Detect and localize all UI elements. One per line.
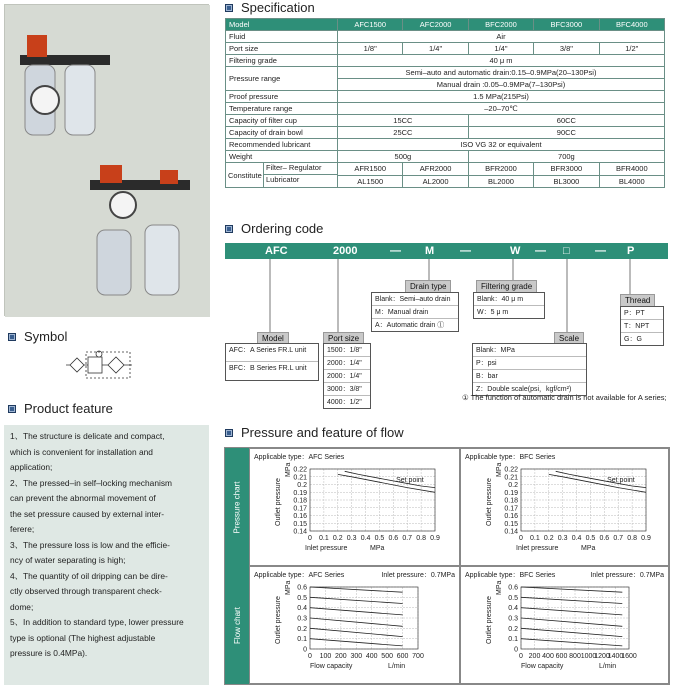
series-line: [521, 587, 622, 592]
series-line: [521, 639, 622, 646]
bullet-square-icon: [225, 4, 233, 12]
x-unit-label: MPa: [370, 545, 385, 552]
filtering-grade-box: Blank：40 μ m W：5 μ m: [473, 292, 545, 319]
bfc-pressure-chart: Applicable type：BFC Series 0.22 0.21 0.2 0.19 0.18 0.17 0.16 0.15 0.14 0 0.1 0.2 0.3 0.4 0.5 0.6 0.7 0.8 0.9 Outlet pressure MPa Inlet pressure MPa Set point: [460, 448, 669, 566]
y-unit-label: MPa: [285, 462, 292, 477]
y-tick-label: 0.4: [297, 605, 307, 613]
series-line: [521, 608, 622, 615]
x-tick-label: 500: [381, 653, 393, 660]
list-item: type is optional (The highest adjustable: [10, 632, 156, 643]
table-row: Fluid Air: [226, 31, 665, 43]
x-tick-label: 600: [396, 653, 409, 660]
x-unit-label: MPa: [581, 545, 596, 552]
list-item: ncy of water separating is high;: [10, 555, 126, 565]
x-tick-label: 200: [335, 653, 347, 660]
pressure-chart-side-label: Pressure chart: [225, 448, 249, 566]
x-tick-label: 0: [308, 653, 312, 660]
filtering-grade-label: Filtering grade: [476, 280, 537, 293]
flow-chart-side-label: Flow chart: [225, 566, 249, 684]
x-tick-label: 400: [542, 653, 554, 660]
y-unit-label: MPa: [496, 580, 503, 595]
afc-pressure-chart: Applicable type：AFC Series 0.22 0.21 0.2 0.19 0.18 0.17 0.16 0.15 0.14 0 0.1 0.2 0.3 0.4 0.5 0.6 0.7 0.8 0.9 Outlet pressure MPa Inlet pressure MPa Set point: [249, 448, 460, 566]
charts-panel: [224, 447, 670, 685]
series-line: [521, 597, 622, 603]
x-tick-label: 600: [555, 653, 568, 660]
chart-svg: [461, 461, 668, 565]
y-axis-label: Outlet pressure: [275, 478, 282, 526]
drain-type-box: Blank：Semi–auto drain M：Manual drain A：Automatic drain ①: [371, 292, 459, 332]
y-axis-label: Outlet pressure: [275, 596, 282, 644]
series-line: [521, 618, 622, 626]
x-axis-label: Inlet pressure: [305, 545, 348, 552]
y-tick-label: 0.5: [297, 594, 307, 602]
x-tick-label: 1600: [621, 653, 637, 660]
feature-heading: Product feature: [8, 401, 113, 416]
y-tick-label: 0.22: [293, 466, 307, 474]
y-tick-label: 0.2: [297, 482, 307, 489]
y-tick-label: 0.5: [508, 594, 518, 602]
ordering-code-bar: AFC 2000 — M — W — □ — P: [225, 243, 668, 259]
x-axis-label: Flow capacity: [521, 663, 564, 670]
y-tick-label: 0.6: [297, 584, 307, 592]
bullet-square-icon: [225, 225, 233, 233]
bullet-square-icon: [225, 429, 233, 437]
x-tick-label: 0.8: [416, 535, 426, 542]
x-tick-label: 0.7: [402, 535, 413, 542]
x-tick-label: 0.1: [530, 535, 540, 542]
table-row: Filtering grade 40 μ m: [226, 55, 665, 67]
x-tick-label: 0: [519, 653, 523, 660]
y-tick-label: 0.18: [504, 497, 518, 505]
list-item: application;: [10, 462, 53, 472]
x-tick-label: 400: [365, 653, 378, 660]
list-item: dome;: [10, 601, 34, 612]
y-unit-label: MPa: [285, 580, 292, 595]
table-row: AL1500 AL2000 BL2000 BL3000 BL4000: [226, 175, 665, 188]
y-tick-label: 0.2: [508, 482, 518, 489]
y-tick-label: 0.17: [504, 505, 518, 513]
y-tick-label: 0.15: [504, 520, 518, 528]
thread-box: P：PT T：NPT G：G: [620, 306, 664, 346]
x-unit-label: L/min: [388, 663, 406, 670]
x-unit-label: L/min: [599, 663, 617, 670]
ordering-heading: Ordering code: [225, 221, 323, 236]
y-tick-label: 0.1: [508, 636, 518, 644]
spec-table: [225, 18, 665, 188]
bullet-square-icon: [8, 333, 16, 341]
x-tick-label: 0.2: [332, 535, 343, 542]
list-item: 5、In addition to standard type, lower pressure: [10, 617, 184, 627]
x-tick-label: 0.6: [388, 535, 399, 542]
y-tick-label: 0.1: [297, 636, 307, 644]
table-row: Proof pressure 1.5 MPa(215Psi): [226, 91, 665, 103]
list-item: 3、The pressure loss is low and the efficie-: [10, 539, 170, 550]
y-axis-label: Outlet pressure: [486, 478, 493, 526]
chart-svg: [250, 579, 459, 683]
series-line: [521, 628, 622, 636]
x-tick-label: 1000: [580, 653, 597, 660]
x-tick-label: 0.8: [627, 535, 637, 542]
x-tick-label: 0.3: [346, 535, 357, 542]
table-row: Capacity of drain bowl 25CC 90CC: [226, 127, 665, 139]
table-row: Weight 500g 700g: [226, 151, 665, 163]
x-tick-label: 0.4: [360, 535, 371, 542]
list-item: the set pressure caused by external inter-: [10, 508, 165, 519]
table-row: Pressure range Semi–auto and automatic drain:0.15–0.9MPa(20–130Psi): [226, 67, 665, 79]
x-tick-label: 0.6: [599, 535, 610, 542]
thread-label: Thread: [620, 294, 655, 307]
y-tick-label: 0.16: [293, 513, 307, 520]
y-tick-label: 0.2: [508, 625, 518, 633]
x-tick-label: 0.5: [585, 535, 596, 542]
x-tick-label: 1200: [594, 653, 610, 660]
pressure-flow-heading: Pressure and feature of flow: [225, 425, 404, 440]
y-tick-label: 0.14: [293, 528, 307, 536]
x-tick-label: 0.7: [613, 535, 624, 542]
model-label: Model: [257, 332, 289, 345]
y-tick-label: 0.2: [297, 625, 307, 633]
x-tick-label: 800: [569, 653, 581, 660]
x-axis-label: Flow capacity: [310, 663, 353, 670]
table-row: Temperature range –20–70℃: [226, 103, 665, 115]
bullet-square-icon: [8, 405, 16, 413]
x-tick-label: 0.9: [641, 535, 651, 542]
list-item: 2、The pressed–in self–locking mechanism: [10, 477, 172, 488]
list-item: ferere;: [10, 524, 35, 534]
y-tick-label: 0.16: [504, 513, 518, 520]
x-tick-label: 0.9: [430, 535, 440, 542]
model-box: AFC：A Series FR.L unit BFC：B Series FR.L unit: [225, 343, 319, 381]
scale-box: Blank：MPa P：psi B：bar Z：Double scale(psi，kgf/cm²): [472, 343, 587, 396]
y-tick-label: 0.4: [508, 605, 518, 613]
y-tick-label: 0.21: [504, 474, 518, 482]
x-tick-label: 0.2: [543, 535, 554, 542]
list-item: 4、The quantity of oil dripping can be dire-: [10, 570, 168, 581]
table-row: Manual drain :0.05–0.9MPa(7–130Psi): [226, 79, 665, 91]
y-tick-label: 0.19: [504, 489, 518, 497]
x-tick-label: 700: [412, 653, 424, 660]
y-tick-label: 0.17: [293, 505, 307, 513]
y-tick-label: 0.6: [508, 584, 518, 592]
y-tick-label: 0.15: [293, 520, 307, 528]
y-tick-label: 0.19: [293, 489, 307, 497]
chart-svg: [461, 579, 668, 683]
port-size-label: Port size: [323, 332, 364, 345]
symbol-heading: Symbol: [8, 329, 67, 344]
x-tick-label: 0: [519, 535, 523, 542]
afc-flow-chart: Applicable type：AFC Series Inlet pressure：0.7MPa 0.6 0.5 0.4 0.3 0.2 0.1 0 0 100 200 300 400 500 600 700 Outlet pressure MPa Flow capacity L/min: [249, 566, 460, 684]
x-tick-label: 0: [308, 535, 312, 542]
y-tick-label: 0.18: [293, 497, 307, 505]
chart-svg: [250, 461, 459, 565]
y-tick-label: 0.3: [508, 615, 518, 623]
product-illustration: [5, 5, 210, 317]
x-tick-label: 0.3: [557, 535, 568, 542]
list-item: ctly observed through transparent check-: [10, 586, 162, 596]
x-tick-label: 0.1: [319, 535, 329, 542]
y-unit-label: MPa: [496, 462, 503, 477]
set-point-label: Set point: [396, 477, 424, 485]
y-tick-label: 0.3: [297, 615, 307, 623]
product-photo: [4, 4, 209, 316]
spec-heading: Specification: [225, 0, 315, 15]
bfc-flow-chart: Applicable type：BFC Series Inlet pressure：0.7MPa 0.6 0.5 0.4 0.3 0.2 0.1 0 0 200 400 600 800 1000 1200 1400 1600 Outlet pressure MPa Flow capacity L/min: [460, 566, 669, 684]
frl-symbol-icon: [66, 350, 132, 380]
y-tick-label: 0: [303, 646, 307, 654]
table-row: Constitute Filter– Regulator Lubricator AFR1500 AFR2000 BFR2000 BFR3000 BFR4000: [226, 163, 665, 176]
list-item: pressure is 0.4MPa).: [10, 648, 88, 658]
x-tick-label: 0.4: [571, 535, 582, 542]
list-item: can prevent the abnormal movement of: [10, 493, 156, 503]
x-tick-label: 200: [528, 653, 541, 660]
x-tick-label: 1400: [607, 653, 624, 660]
x-axis-label: Inlet pressure: [516, 545, 559, 552]
list-item: which is convenient for installation and: [10, 446, 153, 457]
y-tick-label: 0.14: [504, 528, 518, 536]
y-tick-label: 0: [514, 646, 518, 654]
table-row: Recommended lubricant ISO VG 32 or equivalent: [226, 139, 665, 151]
x-tick-label: 300: [350, 653, 363, 660]
set-point-label: Set point: [607, 477, 635, 485]
y-axis-label: Outlet pressure: [486, 596, 493, 644]
y-tick-label: 0.21: [293, 474, 307, 482]
series-line: [310, 618, 403, 626]
y-tick-label: 0.22: [504, 466, 518, 474]
table-row: Model AFC1500 AFC2000 BFC2000 BFC3000 BFC4000: [226, 19, 665, 31]
x-tick-label: 0.5: [374, 535, 385, 542]
ordering-note: ① The function of automatic drain is not available for A series;: [462, 393, 667, 402]
port-size-box: 1500：1/8" 2000：1/4" 2000：1/4" 3000：3/8" 4000：1/2": [323, 343, 371, 409]
table-row: Port size 1/8" 1/4" 1/4" 3/8" 1/2": [226, 43, 665, 55]
drain-type-label: Drain type: [405, 280, 451, 293]
list-item: 1、The structure is delicate and compact,: [10, 431, 165, 441]
table-row: Capacity of filter cup 15CC 60CC: [226, 115, 665, 127]
feature-list: [4, 425, 209, 685]
scale-label: Scale: [554, 332, 584, 345]
x-tick-label: 100: [319, 653, 332, 660]
